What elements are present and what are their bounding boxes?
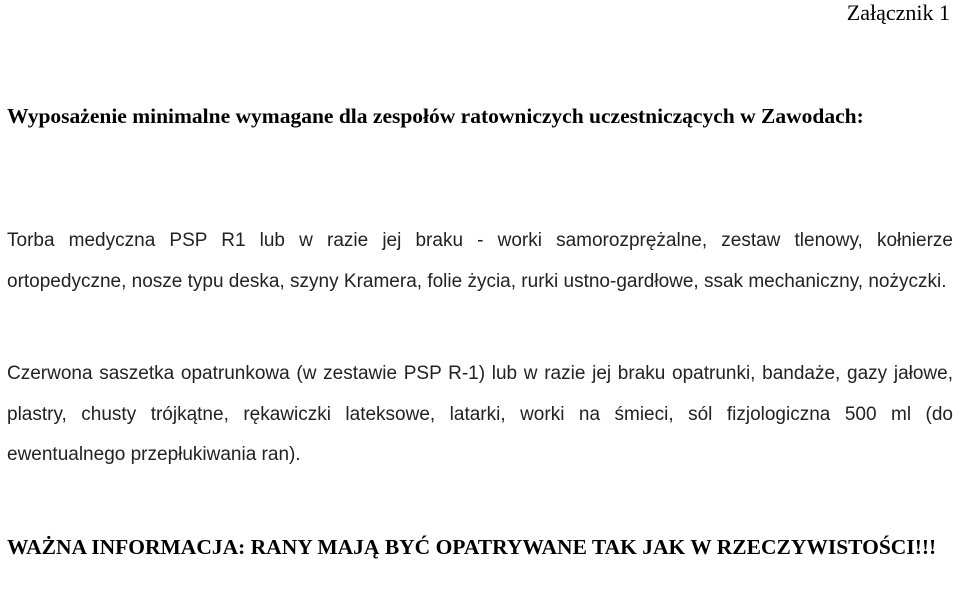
important-note: WAŻNA INFORMACJA: RANY MAJĄ BYĆ OPATRYWANE TAK JAK W RZECZYWISTOŚCI!!! <box>7 535 937 559</box>
annex-label: Załącznik 1 <box>846 0 950 25</box>
section-heading: Wyposażenie minimalne wymagane dla zespołów ratowniczych uczestniczących w Zawodach: <box>7 104 864 128</box>
paragraph-dressing-kit: Czerwona saszetka opatrunkowa (w zestawie PSP R-1) lub w razie jej braku opatrunki, bandaże, gazy jałowe, plastry, chusty trójkątne, rękawiczki lateksowe, latarki, worki na śmieci, sól fizjologiczna 500 ml (do ewentualnego przepłukiwania ran). <box>7 363 953 465</box>
paragraph-medical-bag: Torba medyczna PSP R1 lub w razie jej braku - worki samorozprężalne, zestaw tlenowy, kołnierze ortopedyczne, nosze typu deska, szyny Kramera, folie życia, rurki ustno-gardłowe, ssak mechaniczny, nożyczki. <box>7 230 953 292</box>
